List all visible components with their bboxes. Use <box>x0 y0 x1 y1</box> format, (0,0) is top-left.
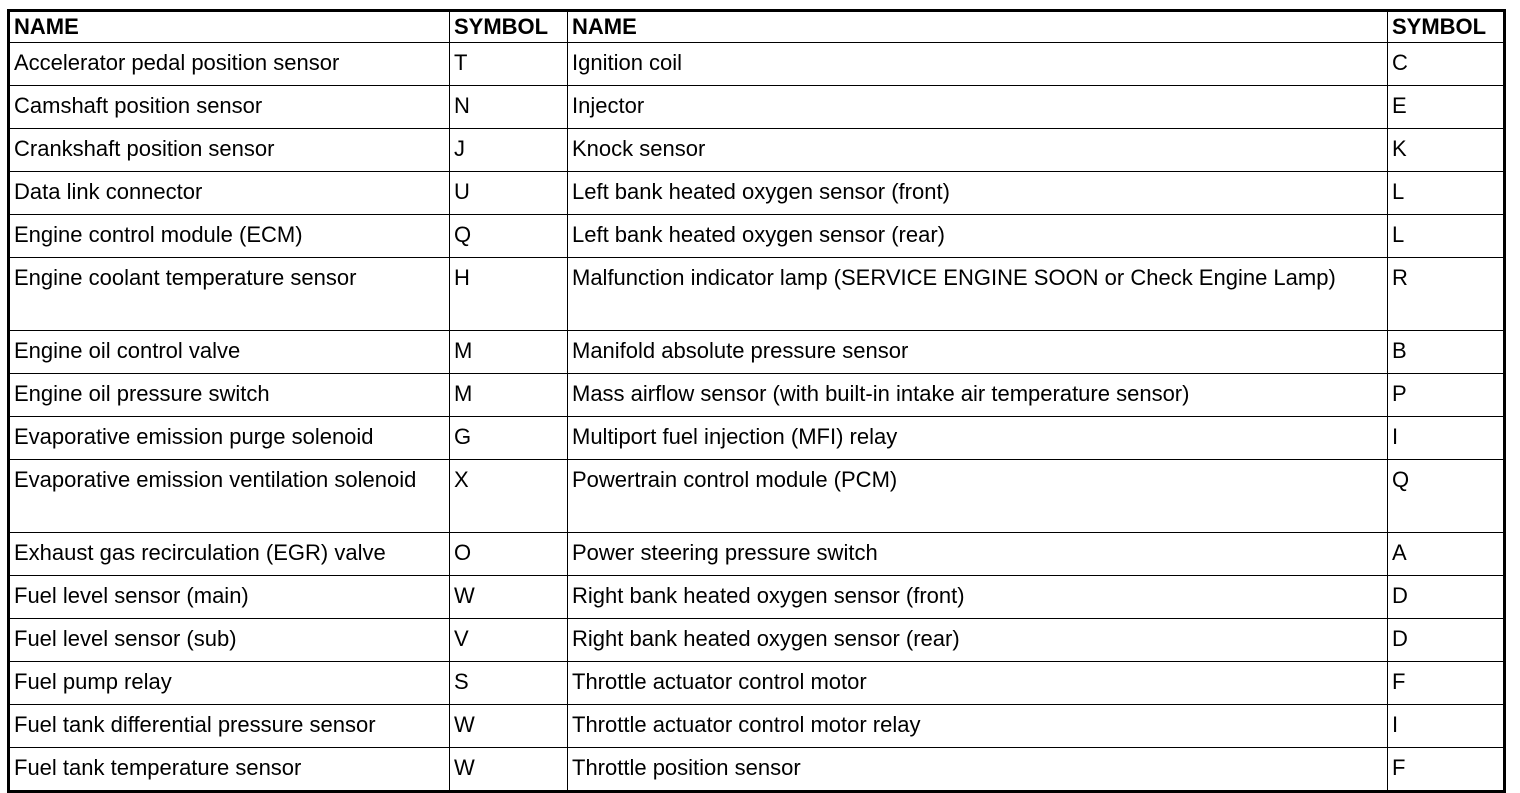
component-symbol-table <box>7 9 1506 793</box>
left-name-cell: Fuel tank temperature sensor <box>9 748 450 792</box>
table-row <box>9 619 1505 662</box>
right-name-cell: Knock sensor <box>568 129 1388 172</box>
table-row <box>9 258 1505 331</box>
right-name-cell: Malfunction indicator lamp (SERVICE ENGINE SOON or Check Engine Lamp) <box>568 258 1388 331</box>
left-name-cell: Engine oil pressure switch <box>9 374 450 417</box>
left-symbol-cell: J <box>450 129 568 172</box>
right-name-cell: Right bank heated oxygen sensor (rear) <box>568 619 1388 662</box>
right-name-cell: Powertrain control module (PCM) <box>568 460 1388 533</box>
left-symbol-cell: W <box>450 705 568 748</box>
left-name-cell: Camshaft position sensor <box>9 86 450 129</box>
header-symbol-right: SYMBOL <box>1388 11 1505 43</box>
right-symbol-cell: B <box>1388 331 1505 374</box>
left-name-cell: Crankshaft position sensor <box>9 129 450 172</box>
header-name-right: NAME <box>568 11 1388 43</box>
left-name-cell: Accelerator pedal position sensor <box>9 43 450 86</box>
header-row <box>9 11 1505 43</box>
table-row <box>9 86 1505 129</box>
table-row <box>9 417 1505 460</box>
right-name-cell: Right bank heated oxygen sensor (front) <box>568 576 1388 619</box>
right-symbol-cell: F <box>1388 748 1505 792</box>
right-symbol-cell: Q <box>1388 460 1505 533</box>
left-name-cell: Exhaust gas recirculation (EGR) valve <box>9 533 450 576</box>
left-symbol-cell: U <box>450 172 568 215</box>
left-name-cell: Evaporative emission ventilation solenoid <box>9 460 450 533</box>
right-name-cell: Manifold absolute pressure sensor <box>568 331 1388 374</box>
table-row <box>9 374 1505 417</box>
left-symbol-cell: W <box>450 576 568 619</box>
right-symbol-cell: L <box>1388 172 1505 215</box>
right-name-cell: Throttle actuator control motor relay <box>568 705 1388 748</box>
header-symbol-left: SYMBOL <box>450 11 568 43</box>
left-symbol-cell: H <box>450 258 568 331</box>
right-symbol-cell: F <box>1388 662 1505 705</box>
right-symbol-cell: K <box>1388 129 1505 172</box>
left-symbol-cell: S <box>450 662 568 705</box>
table-row <box>9 533 1505 576</box>
header-name-left: NAME <box>9 11 450 43</box>
right-symbol-cell: R <box>1388 258 1505 331</box>
right-symbol-cell: C <box>1388 43 1505 86</box>
right-name-cell: Ignition coil <box>568 43 1388 86</box>
right-symbol-cell: L <box>1388 215 1505 258</box>
left-name-cell: Fuel tank differential pressure sensor <box>9 705 450 748</box>
right-symbol-cell: D <box>1388 619 1505 662</box>
table-row <box>9 460 1505 533</box>
right-name-cell: Multiport fuel injection (MFI) relay <box>568 417 1388 460</box>
right-name-cell: Throttle actuator control motor <box>568 662 1388 705</box>
right-name-cell: Mass airflow sensor (with built-in intake air temperature sensor) <box>568 374 1388 417</box>
left-symbol-cell: V <box>450 619 568 662</box>
table-row <box>9 576 1505 619</box>
left-symbol-cell: G <box>450 417 568 460</box>
left-symbol-cell: X <box>450 460 568 533</box>
right-symbol-cell: D <box>1388 576 1505 619</box>
left-symbol-cell: Q <box>450 215 568 258</box>
table-row <box>9 705 1505 748</box>
table-row <box>9 748 1505 792</box>
left-name-cell: Fuel level sensor (main) <box>9 576 450 619</box>
right-name-cell: Power steering pressure switch <box>568 533 1388 576</box>
table-row <box>9 43 1505 86</box>
right-name-cell: Left bank heated oxygen sensor (front) <box>568 172 1388 215</box>
left-symbol-cell: N <box>450 86 568 129</box>
left-name-cell: Engine coolant temperature sensor <box>9 258 450 331</box>
left-symbol-cell: M <box>450 331 568 374</box>
right-symbol-cell: E <box>1388 86 1505 129</box>
table-row <box>9 662 1505 705</box>
right-name-cell: Throttle position sensor <box>568 748 1388 792</box>
left-name-cell: Engine control module (ECM) <box>9 215 450 258</box>
left-symbol-cell: O <box>450 533 568 576</box>
left-name-cell: Data link connector <box>9 172 450 215</box>
right-name-cell: Injector <box>568 86 1388 129</box>
right-symbol-cell: A <box>1388 533 1505 576</box>
left-name-cell: Fuel pump relay <box>9 662 450 705</box>
left-symbol-cell: M <box>450 374 568 417</box>
left-name-cell: Fuel level sensor (sub) <box>9 619 450 662</box>
left-symbol-cell: T <box>450 43 568 86</box>
table-row <box>9 215 1505 258</box>
table-row <box>9 331 1505 374</box>
right-name-cell: Left bank heated oxygen sensor (rear) <box>568 215 1388 258</box>
right-symbol-cell: I <box>1388 417 1505 460</box>
left-name-cell: Engine oil control valve <box>9 331 450 374</box>
right-symbol-cell: P <box>1388 374 1505 417</box>
table-row <box>9 129 1505 172</box>
left-symbol-cell: W <box>450 748 568 792</box>
table-row <box>9 172 1505 215</box>
right-symbol-cell: I <box>1388 705 1505 748</box>
left-name-cell: Evaporative emission purge solenoid <box>9 417 450 460</box>
